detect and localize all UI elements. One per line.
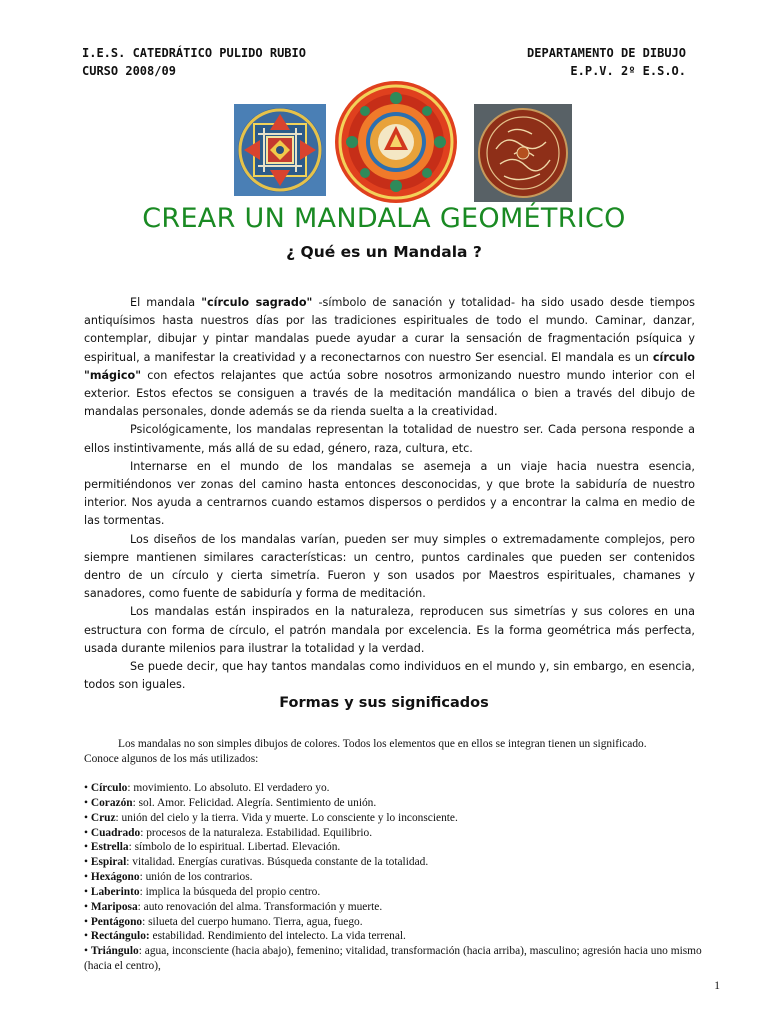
copper-circular-mandala-image: [474, 104, 572, 202]
shapes-list: [84, 781, 724, 974]
body-text: [84, 294, 695, 694]
page-number: 1: [714, 980, 720, 992]
course-level: E.P.V. 2º E.S.O.: [570, 64, 686, 78]
shape-term: Círculo: [90, 782, 128, 794]
shape-meaning: : sol. Amor. Felicidad. Alegría. Sentimiento de unión.: [132, 796, 377, 809]
school-name: I.E.S. CATEDRÁTICO PULIDO RUBIO: [82, 46, 306, 60]
mandala-images: [0, 80, 768, 204]
shape-list-item: [84, 900, 724, 915]
shape-list-item: [84, 929, 724, 944]
bullet: •: [84, 885, 91, 898]
intro-line-1: Los mandalas no son simples dibujos de colores. Todos los elementos que en ellos se integran tienen un significado.: [118, 738, 647, 750]
bullet: •: [84, 856, 91, 869]
bullet: •: [84, 945, 91, 958]
shape-term: Mariposa: [90, 900, 138, 913]
page-title: CREAR UN MANDALA GEOMÉTRICO: [142, 203, 626, 234]
shape-meaning: : agua, inconsciente (hacia abajo), femenino; vitalidad, transformación (hacia arriba), masculino; agresión hacia uno mismo (hacia el centro),: [84, 945, 702, 973]
section-title: Formas y sus significados: [279, 695, 489, 711]
shape-list-item: [84, 840, 724, 855]
bullet: •: [84, 826, 91, 839]
shape-term: Corazón: [90, 796, 133, 809]
shape-meaning: : silueta del cuerpo humano. Tierra, agua, fuego.: [142, 915, 363, 928]
shape-list-item: [84, 811, 724, 826]
shape-term: Laberinto: [90, 885, 140, 898]
paragraph-2: Psicológicamente, los mandalas representan la totalidad de nuestro ser. Cada persona responde a ellos instintivamente, más allá de su edad, género, raza, cultura, etc.: [84, 423, 695, 455]
shape-meaning: : implica la búsqueda del propio centro.: [139, 885, 321, 898]
red-circular-mandala-image: [334, 80, 458, 204]
department-name: DEPARTAMENTO DE DIBUJO: [527, 46, 686, 60]
shape-list-item: [84, 870, 724, 885]
shape-meaning: : movimiento. Lo absoluto. El verdadero yo.: [127, 782, 330, 794]
bullet: •: [84, 811, 91, 824]
section-intro: [84, 737, 724, 767]
shape-meaning: : símbolo de lo espiritual. Libertad. Elevación.: [128, 841, 341, 854]
header-right: [527, 44, 686, 80]
paragraph-3: Internarse en el mundo de los mandalas se asemeja a un viaje hacia nuestra esencia, permitiéndonos ver zonas del camino hasta entonces desconocidas, y que brote la sabiduría de nuestro interior. Nos ayuda a centrarnos cuando estamos dispersos o perdidos y a encontrar la calma en medio de las tormentas.: [84, 459, 695, 528]
shape-list-item: [84, 855, 724, 870]
shape-meaning: : auto renovación del alma. Transformación y muerte.: [137, 900, 383, 913]
paragraph-5: Los mandalas están inspirados en la naturaleza, reproducen sus simetrías y sus colores en una estructura con forma de círculo, el patrón mandala por excelencia. Es la forma geométrica más perfecta, usada durante milenios para ilustrar la totalidad y la verdad.: [84, 605, 695, 655]
shape-list-item: [84, 885, 724, 900]
paragraph-4: Los diseños de los mandalas varían, pueden ser muy simples o extremadamente complejos, pero siempre mantienen similares características: un centro, puntos cardinales que pueden ser contenidos dentro de un círculo y cierta simetría. Fueron y son usados por Maestros espirituales, chamanes y sanadores, como fuente de sabiduría y forma de meditación.: [84, 532, 695, 601]
shape-list-item: [84, 915, 724, 930]
shape-meaning: : procesos de la naturaleza. Estabilidad. Equilibrio.: [140, 826, 373, 839]
shape-list-item: [84, 796, 724, 811]
bullet: •: [84, 915, 91, 928]
bullet: •: [84, 900, 91, 913]
paragraph-6: Se puede decir, que hay tantos mandalas como individuos en el mundo y, sin embargo, en esencia, todos son iguales.: [84, 660, 695, 692]
page-subtitle: ¿ Qué es un Mandala ?: [286, 243, 482, 261]
shape-list-item: [84, 826, 724, 841]
shape-term: Cuadrado: [90, 826, 141, 839]
paragraph-1: El mandala "círculo sagrado" -símbolo de sanación y totalidad- ha sido usado desde tiempos antiquísimos hasta nuestros días por las tradiciones espirituales de todo el mundo. Caminar, danzar, contemplar, dibujar y pintar mandalas puede ayudar a curar la sensación de fragmentación psíquica y espiritual, a manifestar la creatividad y a reconectarnos con nuestro Ser esencial. El mandala es un círculo "mágico" con efectos relajantes que actúa sobre nosotros armonizando nuestro mundo interior con el exterior. Estos efectos se consiguen a través de la meditación mandálica o bien a través del dibujo de mandalas personales, donde además se da rienda suelta a la creatividad.: [84, 296, 695, 419]
shape-term: Estrella: [90, 841, 129, 854]
emphasis-circulo-magico: círculo "mágico": [84, 350, 695, 382]
bullet: •: [84, 841, 91, 854]
header-left: [82, 44, 306, 80]
bullet: •: [84, 782, 91, 794]
shape-term: Hexágono: [90, 871, 140, 884]
shape-meaning: : vitalidad. Energías curativas. Búsqueda constante de la totalidad.: [126, 856, 429, 869]
shape-term: Cruz: [90, 811, 116, 824]
shape-meaning: : unión del cielo y la tierra. Vida y muerte. Lo consciente y lo inconsciente.: [115, 811, 458, 824]
shape-meaning: : unión de los contrarios.: [139, 871, 253, 884]
shape-meaning: estabilidad. Rendimiento del intelecto. La vida terrenal.: [149, 930, 406, 943]
shape-list-item: [84, 781, 724, 796]
shape-term: Espiral: [90, 856, 127, 869]
shape-term: Triángulo: [90, 945, 139, 958]
shape-term: Pentágono: [90, 915, 143, 928]
bullet: •: [84, 871, 91, 884]
square-mandala-image: [234, 104, 326, 196]
shape-term: Rectángulo:: [90, 930, 150, 943]
emphasis-circulo-sagrado: "círculo sagrado": [201, 296, 313, 309]
shape-list-item: [84, 944, 724, 974]
bullet: •: [84, 930, 91, 943]
bullet: •: [84, 796, 91, 809]
intro-line-2: Conoce algunos de los más utilizados:: [84, 753, 259, 765]
course-year: CURSO 2008/09: [82, 64, 176, 78]
